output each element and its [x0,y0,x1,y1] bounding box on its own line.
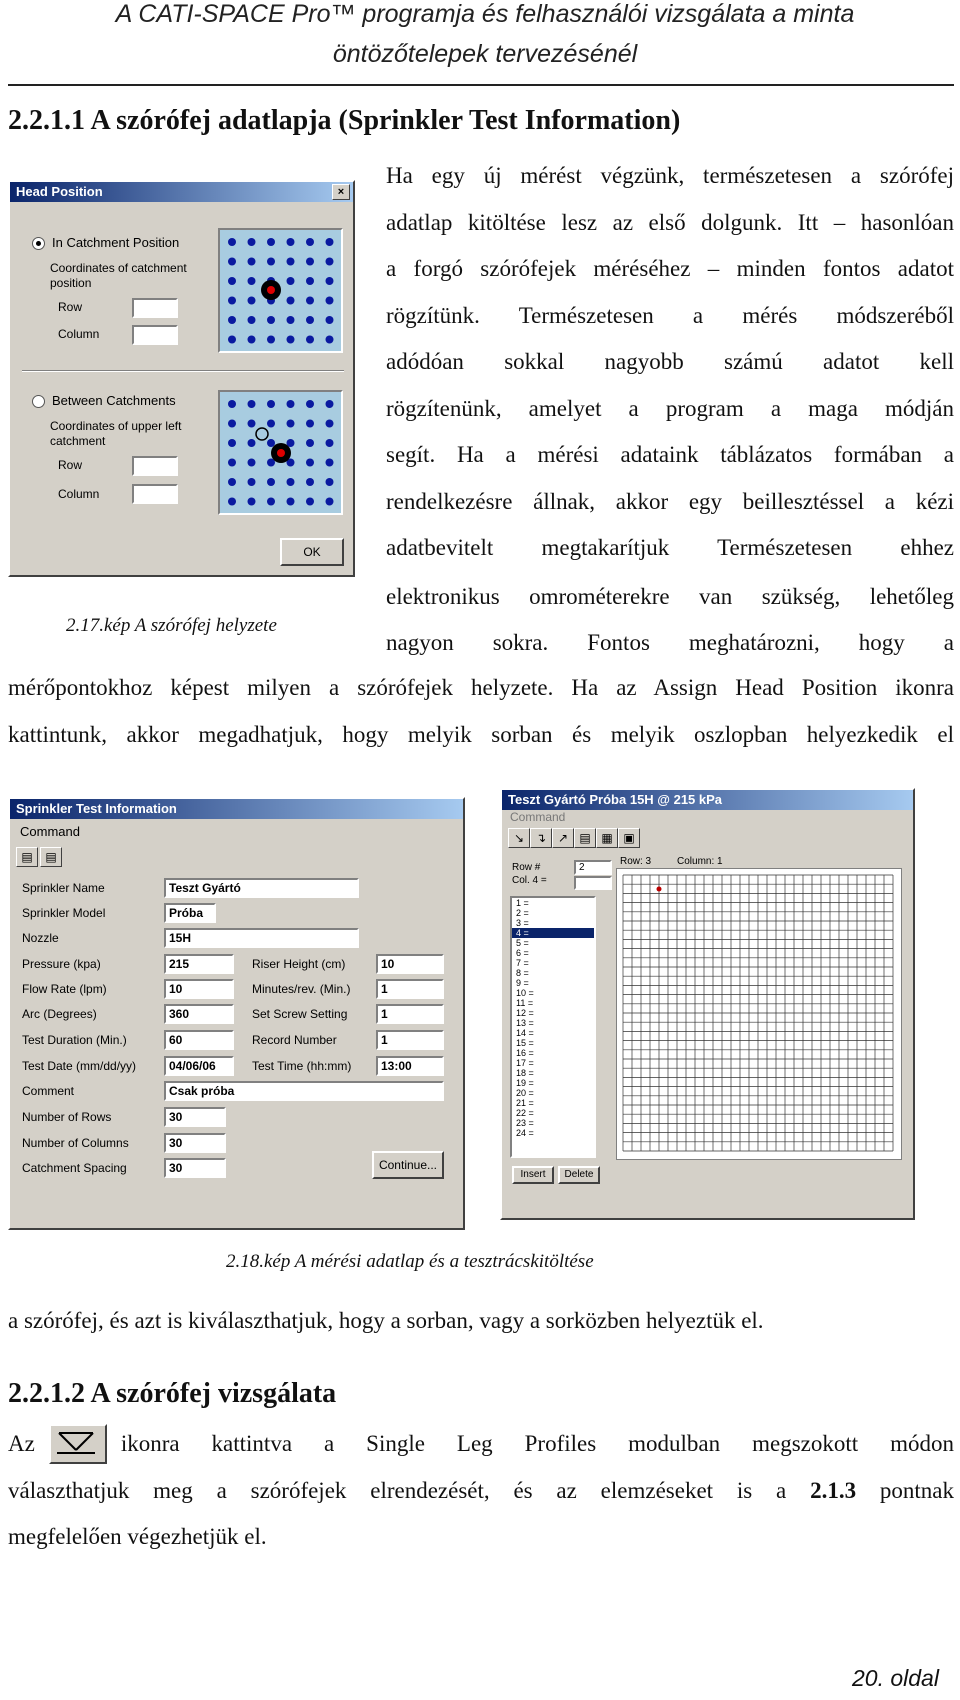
catchment-dot [228,459,236,467]
catchment-dot [326,439,334,447]
field-input[interactable]: 04/06/06 [164,1056,234,1076]
field-input[interactable]: 13:00 [376,1056,444,1076]
section2-paragraph [8,1421,954,1561]
field-label: Set Screw Setting [252,1007,348,1021]
field-input[interactable]: Csak próba [164,1081,444,1101]
list-item[interactable]: 5 = [516,938,529,948]
option2-description: Coordinates of upper left catchment [50,419,182,448]
column-label-2: Column [58,487,100,501]
catchment-dot [248,336,256,344]
catchment-dot [287,297,295,305]
list-item[interactable]: 7 = [516,958,529,968]
field-label: Catchment Spacing [22,1161,127,1175]
list-item[interactable]: 20 = [516,1088,534,1098]
catchment-grid-panel-1 [218,228,343,353]
field-input[interactable]: 60 [164,1030,234,1050]
catchment-dot [248,420,256,428]
section-number: 2.2.1.1 [8,105,85,136]
field-label: Pressure (kpa) [22,957,101,971]
catchment-dot [326,258,334,266]
section-heading-1 [8,105,680,137]
catchment-dot [287,498,295,506]
figure-caption-2-17: 2.17.kép A szórófej helyzete [66,615,277,636]
paste-icon[interactable]: ▤ [16,847,38,867]
list-item[interactable]: 22 = [516,1108,534,1118]
paragraph-line: adódóan sokkal nagyobb számú adatot kell [386,349,954,374]
field-label: Nozzle [22,931,59,945]
sprinkler-head-center [267,286,275,294]
paragraph-line: elektronikus omrométerekre van szükség, lehetőleg [386,583,954,609]
catchment-dot [306,439,314,447]
head-position-dialog [8,180,355,577]
list-item[interactable]: 10 = [516,988,534,998]
intro-paragraph-full [8,665,954,758]
copy-icon[interactable]: ▤ [40,847,62,867]
catchment-dot [287,336,295,344]
section-title: A szórófej vizsgálata [90,1378,337,1409]
field-label: Test Duration (Min.) [22,1033,127,1047]
field-input[interactable]: 30 [164,1133,226,1153]
row-input-2[interactable] [132,456,178,476]
paragraph-line: a forgó szórófejek méréséhez – minden fontos adatot [386,256,954,281]
dialog-title: Sprinkler Test Information [16,801,177,816]
catchment-dot [326,498,334,506]
list-item[interactable]: 21 = [516,1098,534,1108]
option-between-label: Between Catchments [52,393,176,408]
paragraph-line: Ha egy új mérést végzünk, természetesen a szórófej [386,163,954,188]
catchment-dot [228,439,236,447]
column-input-2[interactable] [132,484,178,504]
paragraph-line: rögzítenünk, amelyet a program a maga módján [386,395,954,421]
catchment-dot [228,238,236,246]
field-input[interactable]: 215 [164,954,234,974]
test-grid-lines [617,869,901,1159]
paragraph-line: kattintunk, akkor megadhatjuk, hogy melyik sorban és melyik oszlopban helyezkedik el [8,721,954,747]
catchment-dot [326,316,334,324]
paragraph-line: adatlap kitöltése lesz az első dolgunk. Itt – hasonlóan [386,209,954,235]
field-input[interactable]: 360 [164,1004,234,1024]
catchment-dot [267,498,275,506]
arrow-right-icon[interactable]: ↗ [552,828,574,848]
catchment-dot [306,420,314,428]
section-heading-2 [8,1378,336,1410]
catchment-dot [306,277,314,285]
list-item[interactable]: 3 = [516,918,529,928]
list-item[interactable]: 4 = [512,928,594,938]
catchment-dot [248,258,256,266]
field-input[interactable]: 15H [164,928,359,948]
catchment-dot [306,258,314,266]
catchment-dot [287,400,295,408]
para2-line-2 [8,1468,954,1515]
catchment-dots-2 [220,392,341,513]
field-input[interactable]: Próba [164,903,216,923]
list-item[interactable]: 2 = [516,908,529,918]
catchment-dot [287,420,295,428]
sprinkler-head-center [277,449,285,457]
list-item[interactable]: 17 = [516,1058,534,1068]
field-input[interactable]: 30 [164,1107,226,1127]
catchment-dot [267,238,275,246]
list-item[interactable]: 18 = [516,1068,534,1078]
catchment-dot [326,297,334,305]
page-number: 20. oldal [852,1665,939,1691]
selected-catchment-ring [256,428,268,440]
dialog-title: Head Position [16,184,103,199]
catchment-dot [326,400,334,408]
field-label: Minutes/rev. (Min.) [252,982,351,996]
catchment-dot [248,400,256,408]
field-input[interactable]: 10 [376,954,444,974]
list-item[interactable]: 24 = [516,1128,534,1138]
catchment-dot [267,258,275,266]
option-in-catchment-label: In Catchment Position [52,235,180,250]
list-item[interactable]: 19 = [516,1078,534,1088]
dialog-titlebar [502,790,913,810]
row-number-label: Row # [512,862,541,873]
catchment-dot [306,316,314,324]
dialog-title: Teszt Gyártó Próba 15H @ 215 kPa [508,792,723,807]
status-column: Column: 1 [677,856,723,867]
save-icon[interactable]: ▣ [618,828,640,848]
row-number-input[interactable]: 2 [574,860,612,875]
field-label: Riser Height (cm) [252,957,346,971]
paragraph-line: mérőpontokhoz képest milyen a szórófejek helyzete. Ha az Assign Head Position ikonra [8,675,954,700]
list-item[interactable]: 6 = [516,948,529,958]
catchment-dot [267,478,275,486]
list-item[interactable]: 8 = [516,968,529,978]
catchment-dot [326,238,334,246]
catchment-dot [248,277,256,285]
para2-section-ref: 2.1.3 [810,1477,857,1503]
field-label: Sprinkler Name [22,881,105,895]
paragraph-line: rendelkezésre állnak, akkor egy beillesztéssel a kézi [386,488,954,514]
field-input[interactable]: Teszt Gyártó [164,878,359,898]
catchment-dot [228,258,236,266]
catchment-dot [248,297,256,305]
catchment-dot [228,277,236,285]
field-label: Number of Columns [22,1136,129,1150]
column-label: Column [58,327,100,341]
test-grid[interactable] [616,868,902,1160]
catchment-dot [306,336,314,344]
field-label: Record Number [252,1033,337,1047]
radio-between-catchments[interactable] [32,395,45,408]
list-item[interactable]: 9 = [516,978,529,988]
catchment-dot [228,400,236,408]
continue-button[interactable]: Continue... [372,1151,444,1179]
field-label: Flow Rate (lpm) [22,982,107,996]
row-input[interactable] [132,298,178,318]
paragraph-line: nagyon sokra. Fontos meghatározni, hogy a [386,630,954,655]
test-grid-dialog [500,788,915,1220]
field-label: Test Time (hh:mm) [252,1059,352,1073]
running-header-line1: A CATI-SPACE Pro™ programja és felhasználói vizsgálata a minta [115,0,855,28]
status-row: Row: 3 [620,856,652,867]
field-input[interactable]: 30 [164,1158,226,1178]
catchment-dot [306,498,314,506]
field-label: Sprinkler Model [22,906,106,920]
catchment-dot [287,258,295,266]
column-input[interactable] [132,325,178,345]
paragraph-line: segít. Ha a mérési adataink táblázatos formában a [386,442,954,467]
pointer-icon[interactable]: ↘ [508,828,530,848]
dialog-titlebar [10,799,463,819]
para2-line2-before: választhatjuk meg a szórófejek elrendezését, és az elemzéseket is a [8,1477,787,1503]
list-item[interactable]: 23 = [516,1118,534,1128]
row-label-2: Row [58,458,83,472]
dialog-titlebar [10,182,353,202]
catchment-dot [228,297,236,305]
catchment-dot [267,400,275,408]
catchment-dot [306,238,314,246]
list-item[interactable]: 12 = [516,1008,534,1018]
section-number: 2.2.1.2 [8,1378,85,1409]
header-rule [8,84,954,86]
separator [22,370,344,372]
intro-paragraph-wrap [386,153,954,667]
para2-line-1 [8,1421,954,1468]
head-position-point [657,887,662,892]
catchment-dot [248,238,256,246]
catchment-dot [228,478,236,486]
catchment-dot [326,277,334,285]
list-item[interactable]: 11 = [516,998,534,1008]
delete-button[interactable]: Delete [558,1166,600,1184]
list-item[interactable]: 13 = [516,1018,534,1028]
col-label: Col. 4 = [512,875,547,886]
arrow-down-icon[interactable]: ↴ [530,828,552,848]
catchment-dot [326,478,334,486]
paste-icon[interactable]: ▤ [574,828,596,848]
catchment-dot [287,238,295,246]
catchment-dot [228,316,236,324]
catchment-dot [267,439,275,447]
close-icon[interactable]: × [332,184,350,200]
catchment-dot [326,336,334,344]
catchment-dot [306,478,314,486]
catchment-dot [248,478,256,486]
field-label: Test Date (mm/dd/yy) [22,1059,137,1073]
list-item[interactable]: 14 = [516,1028,534,1038]
section-title: A szórófej adatlapja (Sprinkler Test Information) [90,105,681,136]
field-label: Comment [22,1084,75,1098]
catchment-dot [267,336,275,344]
catchment-dot [287,478,295,486]
field-label: Number of Rows [22,1110,112,1124]
col-input[interactable] [574,876,612,890]
catchment-dot [326,420,334,428]
catchment-dot [306,400,314,408]
value-list[interactable] [510,896,596,1158]
list-item[interactable]: 16 = [516,1048,534,1058]
catchment-dots-1 [220,230,341,351]
paragraph-after-figure: a szórófej, és azt is kiválaszthatjuk, hogy a sorban, vagy a sorközben helyeztük el. [8,1308,764,1333]
catchment-dot [248,439,256,447]
list-item[interactable]: 1 = [516,898,529,908]
catchment-dot [267,420,275,428]
catchment-dot [287,316,295,324]
catchment-dot [267,316,275,324]
catchment-grid-panel-2 [218,390,343,515]
catchment-dot [306,459,314,467]
catchment-dot [306,297,314,305]
single-leg-profile-icon [49,1424,107,1464]
catchment-dot [326,459,334,467]
para2-line1-rest: ikonra kattintva a Single Leg Profiles modulban megszokott módon [120,1431,954,1456]
catchment-dot [228,420,236,428]
catchment-dot [228,498,236,506]
radio-in-catchment[interactable] [32,237,45,250]
insert-button[interactable]: Insert [512,1166,554,1184]
field-input[interactable]: 1 [376,979,444,999]
catchment-dot [228,336,236,344]
sprinkler-test-dialog [8,797,465,1230]
field-input[interactable]: 1 [376,1004,444,1024]
catchment-dot [248,498,256,506]
ok-button[interactable]: OK [280,538,344,566]
field-label: Arc (Degrees) [22,1007,97,1021]
para2-az: Az [8,1431,35,1456]
field-input[interactable]: 1 [376,1030,444,1050]
catchment-dot [287,277,295,285]
paragraph-line: rögzítünk. Természetesen a mérés módszeréből [386,302,954,328]
row-label: Row [58,300,83,314]
catchment-dot [248,459,256,467]
option1-description: Coordinates of catchment position [50,261,187,290]
list-item[interactable]: 15 = [516,1038,534,1048]
catchment-dot [248,316,256,324]
para2-line2-after: pontnak [879,1477,955,1503]
menu-command[interactable]: Command [20,824,80,839]
paragraph-line: adatbevitelt megtakarítjuk Természetesen ehhez [386,535,954,560]
menu-command[interactable]: Command [510,810,566,824]
grid-icon[interactable]: ▦ [596,828,618,848]
figure-caption-2-18: 2.18.kép A mérési adatlap és a tesztrácskitöltése [226,1251,594,1272]
running-header-line2: öntözőtelepek tervezésénél [332,40,638,68]
field-input[interactable]: 10 [164,979,234,999]
para2-line-3: megfelelően végezhetjük el. [8,1524,267,1549]
